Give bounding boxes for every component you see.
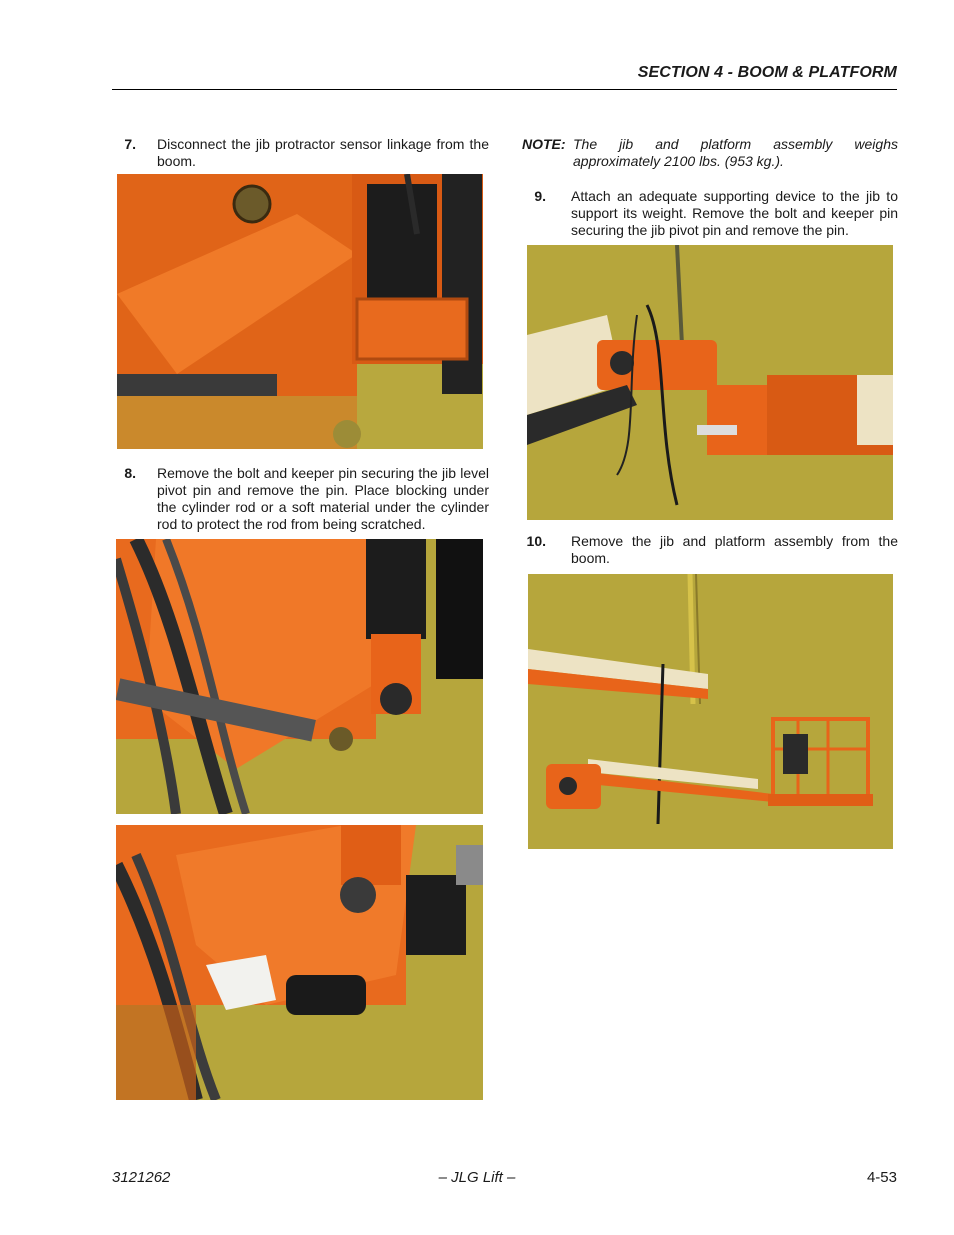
header-rule bbox=[112, 89, 897, 90]
step-8 bbox=[112, 465, 489, 535]
step-number: 9. bbox=[534, 188, 546, 204]
doc-number: 3121262 bbox=[112, 1169, 171, 1186]
step-text: Disconnect the jib protractor sensor linkage from the boom. bbox=[157, 136, 489, 169]
step-9 bbox=[522, 188, 898, 242]
step-7 bbox=[112, 136, 489, 172]
note-label: NOTE: bbox=[522, 136, 566, 152]
section-title: SECTION 4 - BOOM & PLATFORM bbox=[637, 64, 897, 81]
photo-jib-protractor-linkage bbox=[117, 174, 483, 449]
footer-brand: – JLG Lift – bbox=[438, 1169, 516, 1186]
note-text: The jib and platform assembly weighs approximately 2100 lbs. (953 kg.). bbox=[573, 136, 898, 169]
step-10 bbox=[522, 533, 898, 569]
step-text: Attach an adequate supporting device to the jib to support its weight. Remove the bolt and keeper pin securing the jib pivot pin and remove the pin. bbox=[571, 188, 898, 238]
step-number: 10. bbox=[526, 533, 546, 549]
photo-jib-platform-removed bbox=[528, 574, 893, 849]
photo-jib-level-pivot-pin bbox=[116, 539, 483, 814]
step-text: Remove the bolt and keeper pin securing the jib level pivot pin and remove the pin. Place blocking under the cylinder rod or a soft material under the cylinder rod to protect the rod from being scratched. bbox=[157, 465, 489, 532]
step-number: 7. bbox=[124, 136, 136, 152]
photo-jib-pivot-pin-support bbox=[527, 245, 893, 520]
photo-cylinder-rod-blocking bbox=[116, 825, 483, 1100]
page-number: 4-53 bbox=[866, 1169, 897, 1186]
step-number: 8. bbox=[124, 465, 136, 481]
step-text: Remove the jib and platform assembly from the boom. bbox=[571, 533, 898, 566]
